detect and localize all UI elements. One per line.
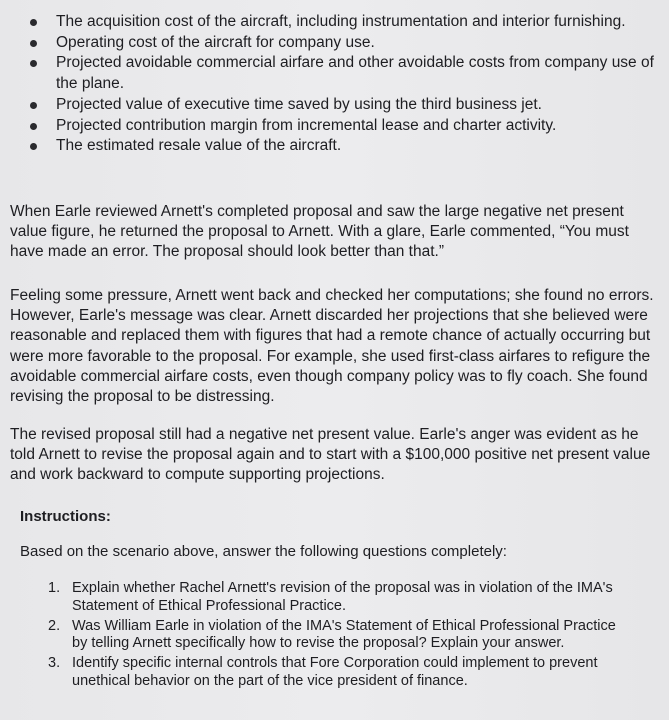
bullet-dot-icon xyxy=(30,19,37,26)
paragraph-second-revision: The revised proposal still had a negative net present value. Earle's anger was evident as he told Arnett to revise the proposal again and to start with a $100,000 positive net present value and work backward to compute supporting projections. xyxy=(10,426,651,484)
paragraph-arnett-revision: Feeling some pressure, Arnett went back and checked her computations; she found no errors. However, Earle's message was clear. Arnett discarded her projections that she believed were reasonable and replaced them with figures that had a remote chance of actually occurring but were more favorable to the proposal. For example, she used first-class airfares to refigure the avoidable commercial airfare costs, even though company policy was to fly coach. She found revising the proposal to be distressing. xyxy=(10,287,654,406)
bullet-item xyxy=(30,33,655,54)
bullet-item xyxy=(30,12,655,33)
question-item xyxy=(48,618,618,654)
question-text: Explain whether Rachel Arnett's revision of the proposal was in violation of the IMA's Statement of Ethical Professional Practice. xyxy=(72,580,613,614)
bullet-text: Projected avoidable commercial airfare and other avoidable costs from company use of the plane. xyxy=(56,54,654,93)
bullet-text: Operating cost of the aircraft for company use. xyxy=(56,33,375,51)
bullet-item xyxy=(30,116,655,137)
bullet-text: The acquisition cost of the aircraft, including instrumentation and interior furnishing. xyxy=(56,13,626,30)
paragraph-earle-review: When Earle reviewed Arnett's completed proposal and saw the large negative net present value figure, he returned the proposal to Arnett. With a glare, Earle commented, “You must have made an error. The proposal should look better than that.” xyxy=(10,203,629,261)
bullet-dot-icon xyxy=(30,123,37,130)
question-item xyxy=(48,655,618,691)
instructions-heading: Instructions: xyxy=(20,508,111,525)
bullet-item xyxy=(30,95,655,116)
question-text: Identify specific internal controls that Fore Corporation could implement to prevent unethical behavior on the part of the vice president of finance. xyxy=(72,655,598,689)
question-number: 3. xyxy=(48,655,61,672)
question-number: 2. xyxy=(48,617,61,634)
bullet-text: The estimated resale value of the aircraft. xyxy=(56,137,342,155)
questions-list xyxy=(48,580,618,693)
instructions-text: Based on the scenario above, answer the following questions completely: xyxy=(20,543,507,560)
bullet-dot-icon xyxy=(30,60,37,67)
question-number: 1. xyxy=(48,580,61,596)
bullet-item xyxy=(30,53,655,94)
question-item xyxy=(48,580,618,616)
bullet-text: Projected value of executive time saved by using the third business jet. xyxy=(56,95,542,113)
bullet-dot-icon xyxy=(30,143,37,150)
bullet-item xyxy=(30,136,655,157)
bullet-dot-icon xyxy=(30,40,37,47)
bullet-text: Projected contribution margin from incremental lease and charter activity. xyxy=(56,116,557,134)
cost-factors-list xyxy=(30,12,655,157)
bullet-dot-icon xyxy=(30,102,37,109)
question-text: Was William Earle in violation of the IMA's Statement of Ethical Professional Practice by telling Arnett specifically how to revise the proposal? Explain your answer. xyxy=(72,617,616,652)
